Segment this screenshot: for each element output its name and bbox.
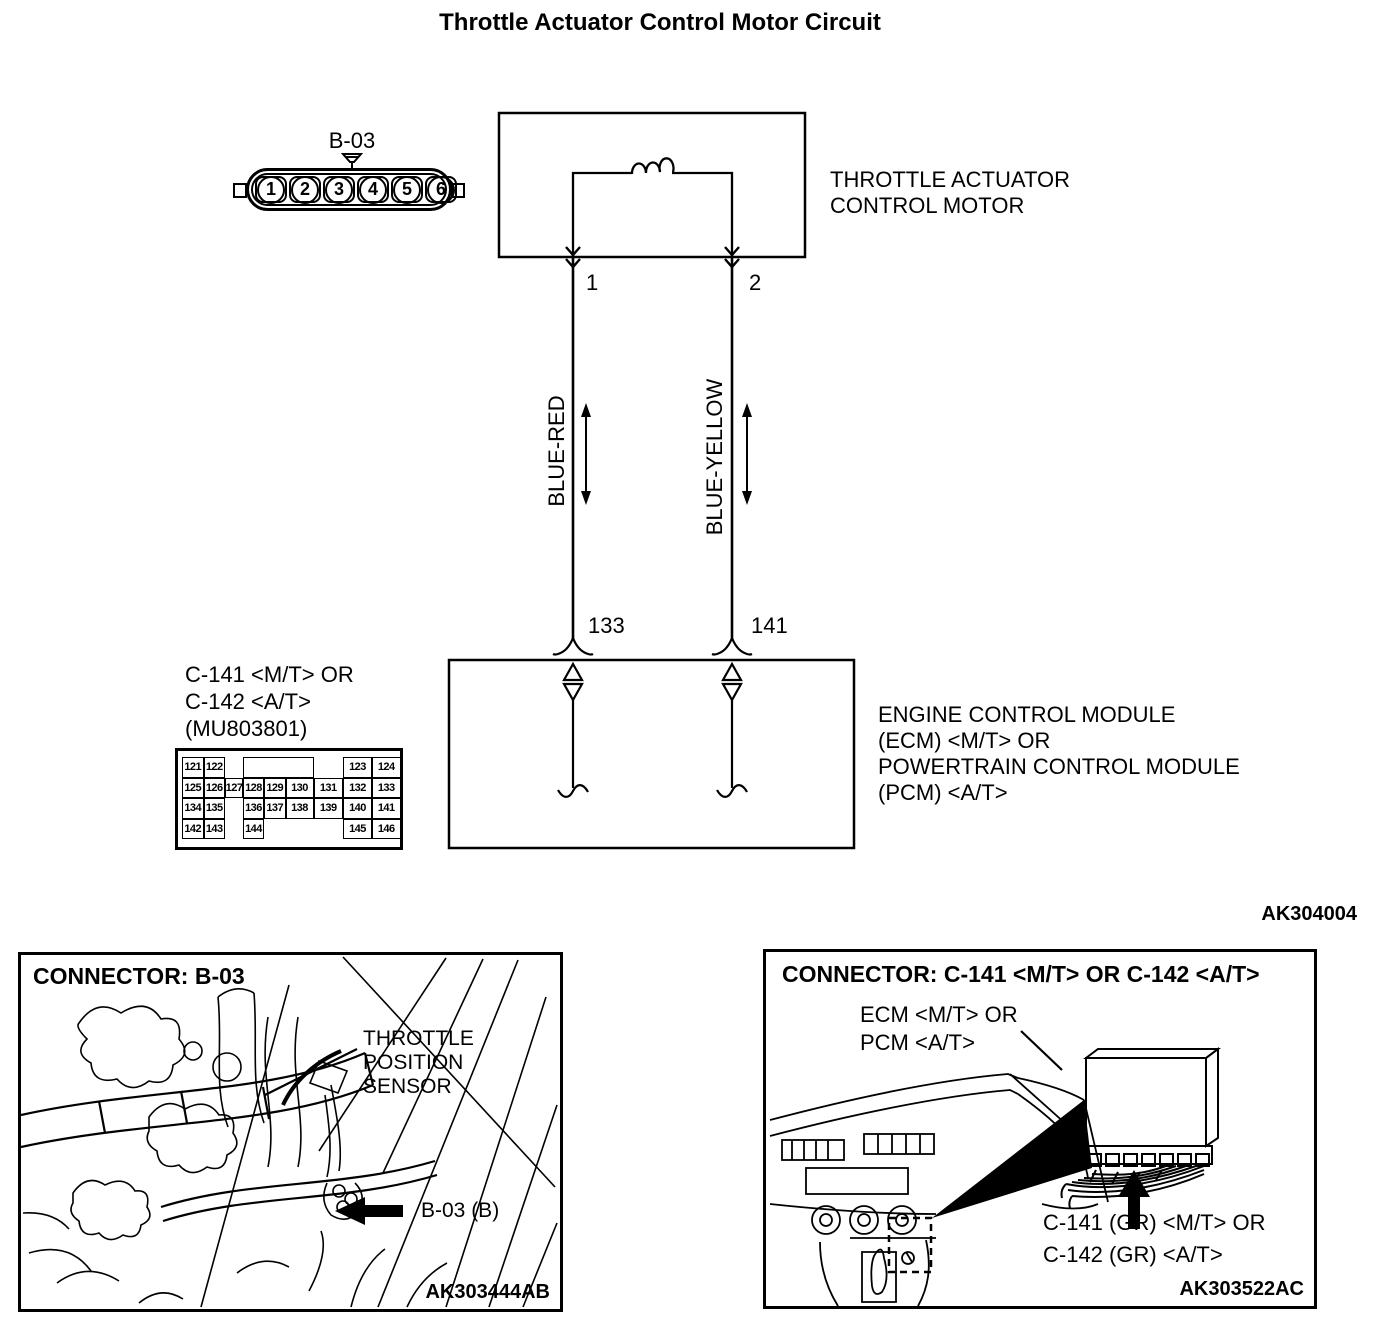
- wire2-pin-number: 2: [749, 270, 762, 295]
- b03-pin-number: 1: [257, 176, 285, 204]
- ecm-connector-ref-line1: C-141 <M/T> OR: [185, 662, 354, 687]
- pin-table-cell: 142: [182, 819, 204, 840]
- figure-code-c141: AK303522AC: [1179, 1278, 1304, 1300]
- motor-label-line1: THROTTLE ACTUATOR: [830, 167, 1070, 192]
- connector-location-label-line1: C-141 (GR) <M/T> OR: [1043, 1210, 1266, 1235]
- b03-pin-cell: [357, 176, 389, 203]
- tps-label-line2: POSITION: [363, 1051, 464, 1074]
- ecm-connector-ref-line2: C-142 <A/T>: [185, 689, 311, 714]
- pin-table-cell: 138: [286, 798, 314, 819]
- connector-b03-panel: [18, 952, 563, 1312]
- pin-table-cell: 144: [243, 819, 264, 840]
- motor-coil-circuit: [573, 158, 732, 257]
- ecm-pin-grid-table: [175, 748, 403, 850]
- dashboard-illustration: [766, 952, 1314, 1306]
- wire2-terminal-fork-icon: [712, 638, 752, 655]
- pin-table-cell: 130: [286, 778, 314, 799]
- motor-label-line2: CONTROL MOTOR: [830, 193, 1025, 218]
- b03-connector-label: B-03: [328, 128, 376, 153]
- connector-c141-panel: [763, 949, 1317, 1309]
- wire1-bidirectional-arrow-icon: [581, 403, 591, 505]
- pin-table-cell: 139: [314, 798, 344, 819]
- b03-pin-cell: [425, 176, 457, 203]
- tps-leader-line: [265, 1049, 357, 1095]
- pin-table-cell: 146: [372, 819, 401, 840]
- pin-table-cell: 122: [204, 757, 226, 778]
- wire1-terminal-number: 133: [588, 613, 625, 638]
- ecm-terminal-2: [717, 664, 747, 797]
- engine-bay-illustration: [21, 955, 560, 1309]
- wire2-bidirectional-arrow-icon: [742, 403, 752, 505]
- ecm-label-line4: (PCM) <A/T>: [878, 780, 1008, 805]
- figure-code-main: AK304004: [1261, 903, 1357, 925]
- b03-pin-cell: [255, 176, 287, 203]
- b03-pin-number: 3: [325, 176, 353, 204]
- ecm-leader-line: [1021, 1031, 1062, 1070]
- b03-pin-number: 6: [427, 176, 455, 204]
- ecm-pcm-label-line1: ECM <M/T> OR: [860, 1002, 1018, 1027]
- page-title: Throttle Actuator Control Motor Circuit: [439, 9, 881, 36]
- b03-connector: [246, 168, 452, 211]
- coil-icon: [632, 158, 674, 174]
- b03-left-tab: [234, 184, 246, 197]
- pin-table-cell: 136: [243, 798, 264, 819]
- ecm-pcm-label-line2: PCM <A/T>: [860, 1030, 975, 1055]
- b03-pin-cell: [289, 176, 321, 203]
- wire1-pin-number: 1: [586, 270, 599, 295]
- b03-connector-face: [251, 173, 447, 206]
- pin-table-cell: 145: [343, 819, 372, 840]
- pin-table-cell: 135: [204, 798, 226, 819]
- pin-table-cell: 132: [343, 778, 372, 799]
- b03-pin-number: 2: [291, 176, 319, 204]
- pin-table-blank-cell: [243, 757, 314, 778]
- wire2-color-label: BLUE-YELLOW: [702, 378, 727, 536]
- pin-table-cell: 125: [182, 778, 204, 799]
- tps-label-line3: SENSOR: [363, 1075, 452, 1098]
- pin-table-cell: 128: [243, 778, 264, 799]
- pin-table-cell: 121: [182, 757, 204, 778]
- figure-code-b03: AK303444AB: [425, 1281, 550, 1303]
- pin-table-cell: 124: [372, 757, 401, 778]
- pin-table-cell: 134: [182, 798, 204, 819]
- b03-pin-cell: [391, 176, 423, 203]
- wire1-color-label: BLUE-RED: [544, 395, 569, 507]
- tps-label-line1: THROTTLE: [363, 1027, 474, 1050]
- pin-table-cell: 129: [264, 778, 286, 799]
- pin-table-cell: 126: [204, 778, 226, 799]
- ecm-label-line1: ENGINE CONTROL MODULE: [878, 702, 1176, 727]
- ecm-connector-ref-line3: (MU803801): [185, 716, 308, 741]
- pin-table-cell: 141: [372, 798, 401, 819]
- ecm-label-line2: (ECM) <M/T> OR: [878, 728, 1051, 753]
- pin-table-cell: 140: [343, 798, 372, 819]
- b03-pin-cell: [323, 176, 355, 203]
- ecm-box: [449, 660, 854, 848]
- throttle-actuator-motor-box: [499, 113, 805, 257]
- pin-table-cell: 143: [204, 819, 226, 840]
- pin-table-cell: 123: [343, 757, 372, 778]
- b03-pin-number: 5: [393, 176, 421, 204]
- pin-table-cell: 133: [372, 778, 401, 799]
- pin-table-cell: 137: [264, 798, 286, 819]
- panel-c141-header: CONNECTOR: C-141 <M/T> OR C-142 <A/T>: [782, 961, 1260, 987]
- panel-b03-header: CONNECTOR: B-03: [33, 963, 245, 989]
- pin-table-cell: 131: [314, 778, 344, 799]
- ecm-label-line3: POWERTRAIN CONTROL MODULE: [878, 754, 1240, 779]
- b03-pin-number: 4: [359, 176, 387, 204]
- wire2-terminal-number: 141: [751, 613, 788, 638]
- callout-triangle: [932, 1100, 1092, 1218]
- ecm-terminal-1: [558, 664, 588, 797]
- b03-arrow-label: B-03 (B): [421, 1199, 500, 1222]
- connector-location-label-line2: C-142 (GR) <A/T>: [1043, 1242, 1223, 1267]
- pin-table-cell: 127: [225, 778, 243, 799]
- wire1-terminal-fork-icon: [553, 638, 593, 655]
